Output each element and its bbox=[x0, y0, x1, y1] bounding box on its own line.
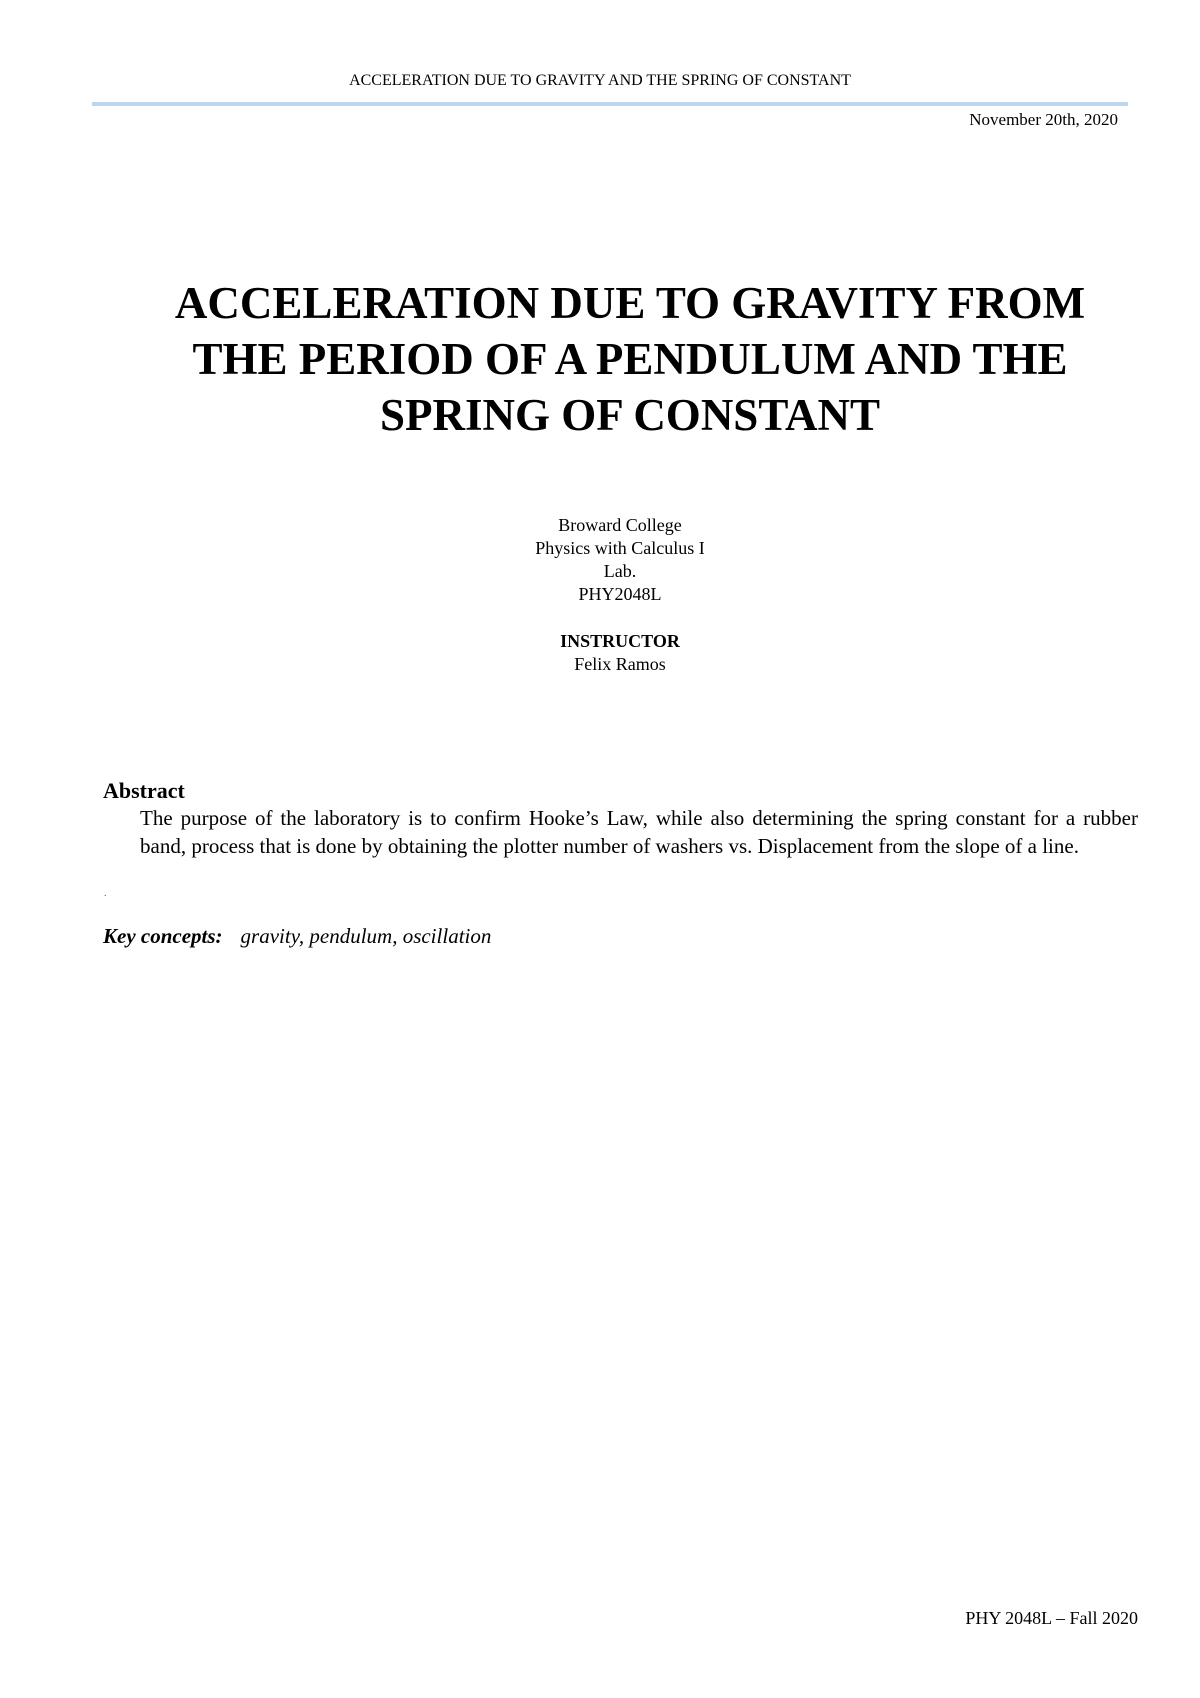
stray-mark: . bbox=[104, 888, 107, 899]
instructor-block bbox=[0, 630, 1200, 676]
course-name: Physics with Calculus I bbox=[535, 538, 705, 558]
instructor-name: Felix Ramos bbox=[574, 654, 666, 674]
affiliation-block bbox=[0, 514, 1200, 606]
document-title bbox=[130, 275, 1130, 443]
page-footer: PHY 2048L – Fall 2020 bbox=[965, 1608, 1138, 1628]
abstract-heading: Abstract bbox=[103, 778, 185, 803]
running-header: ACCELERATION DUE TO GRAVITY AND THE SPRING OF CONSTANT bbox=[349, 72, 851, 89]
key-concepts-label: Key concepts: bbox=[103, 924, 223, 948]
title-line-1: ACCELERATION DUE TO GRAVITY FROM bbox=[174, 278, 1086, 328]
title-line-2: THE PERIOD OF A PENDULUM AND THE bbox=[192, 334, 1068, 384]
course-type: Lab. bbox=[603, 561, 637, 581]
institution: Broward College bbox=[558, 515, 682, 535]
course-code: PHY2048L bbox=[578, 584, 662, 604]
abstract-text: The purpose of the laboratory is to confirm Hooke’s Law, while also determining the spring constant for a rubber band, process that is done by obtaining the plotter number of washers vs. Displacement from the slope of a line. bbox=[140, 806, 1138, 858]
header-rule bbox=[92, 102, 1128, 106]
instructor-label: INSTRUCTOR bbox=[560, 631, 680, 651]
document-date: November 20th, 2020 bbox=[969, 110, 1118, 129]
key-concepts-value: gravity, pendulum, oscillation bbox=[240, 924, 492, 948]
title-line-3: SPRING OF CONSTANT bbox=[379, 390, 881, 440]
key-concepts bbox=[103, 924, 491, 949]
